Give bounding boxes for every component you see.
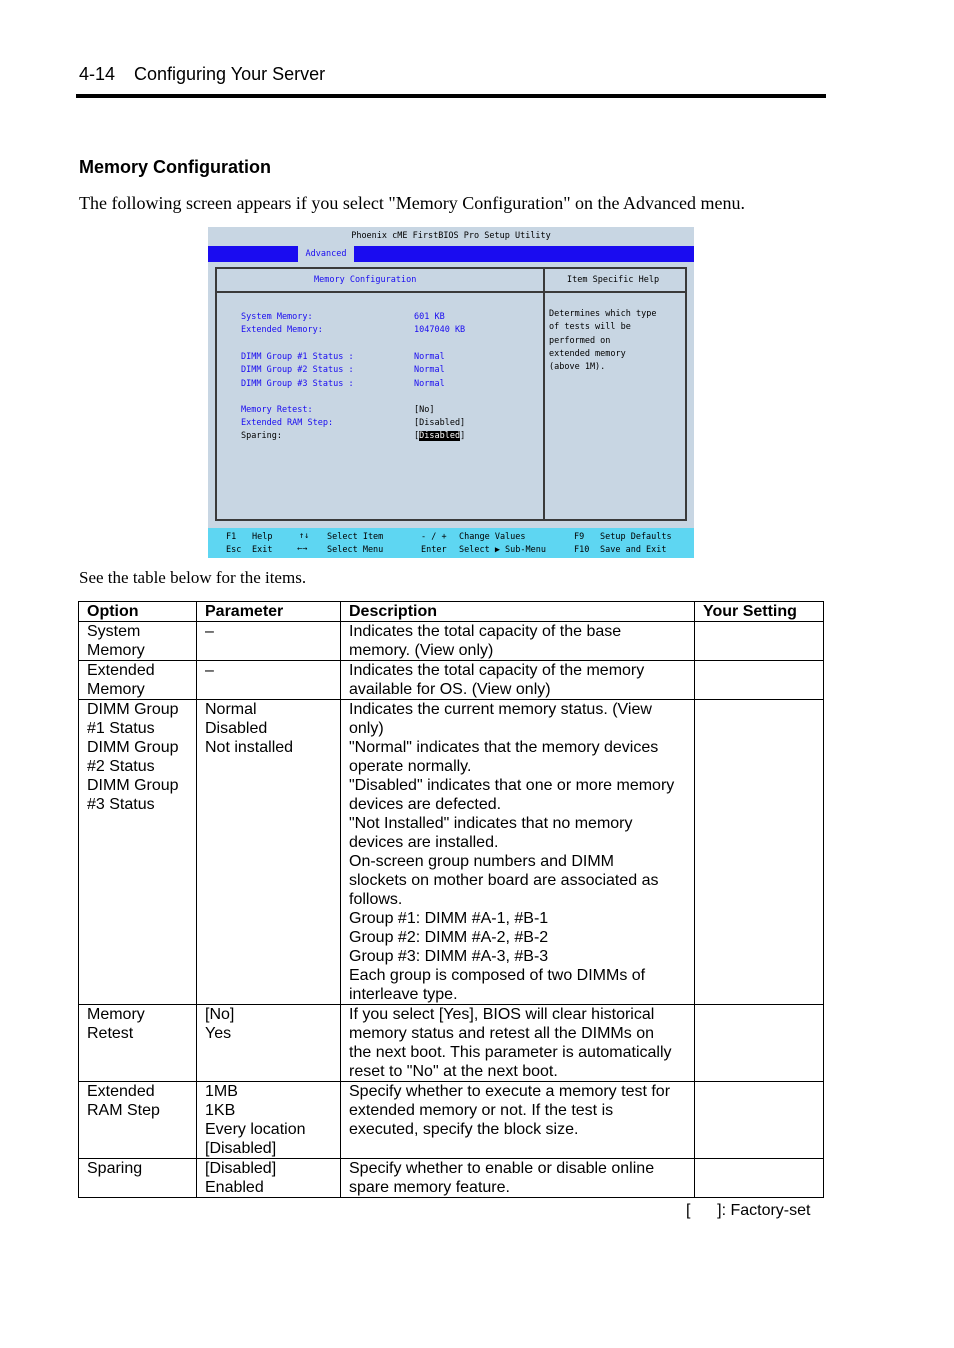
bios-help-title: Item Specific Help bbox=[567, 275, 660, 285]
cell-line: operate normally. bbox=[349, 758, 472, 775]
cell-line: Group #1: DIMM #A-1, #B-1 bbox=[349, 910, 549, 927]
left-right-arrow-icon: ←→ bbox=[297, 544, 308, 554]
table-cell-option bbox=[79, 622, 197, 661]
table-cell-description bbox=[341, 1159, 695, 1198]
table-row bbox=[79, 700, 824, 1005]
table-row bbox=[79, 1082, 824, 1159]
table-cell-your-setting bbox=[695, 661, 824, 700]
cell-line: Indicates the total capacity of the base bbox=[349, 623, 622, 640]
cell-line: "Normal" indicates that the memory devices bbox=[349, 739, 659, 756]
table-cell-parameter bbox=[197, 661, 341, 700]
bracket-open: [ bbox=[414, 431, 420, 441]
cell-line: DIMM Group bbox=[87, 701, 179, 718]
cell-line: Indicates the total capacity of the memory bbox=[349, 662, 645, 679]
cell-line: Enabled bbox=[205, 1179, 264, 1196]
table-cell-parameter bbox=[197, 1082, 341, 1159]
table-cell-description bbox=[341, 1082, 695, 1159]
table-cell-your-setting bbox=[695, 700, 824, 1005]
cell-line: Group #3: DIMM #A-3, #B-3 bbox=[349, 948, 549, 965]
bios-item-value[interactable]: [No] bbox=[414, 405, 435, 415]
cell-line: – bbox=[205, 623, 214, 640]
bios-item-dimm-group-1 bbox=[241, 352, 445, 362]
cell-line: "Not Installed" indicates that no memory bbox=[349, 815, 633, 832]
bios-item-label: Memory Retest: bbox=[241, 405, 313, 415]
cell-line: DIMM Group bbox=[87, 739, 179, 756]
cell-line: 1KB bbox=[205, 1102, 236, 1119]
table-cell-parameter bbox=[197, 1005, 341, 1082]
table-row bbox=[79, 1005, 824, 1082]
table-cell-option bbox=[79, 1159, 197, 1198]
cell-line: devices are defected. bbox=[349, 796, 502, 813]
chapter-title: Configuring Your Server bbox=[134, 64, 326, 84]
column-header-description: Description bbox=[341, 602, 695, 622]
key-setup-defaults-label: Setup Defaults bbox=[600, 532, 672, 542]
key-esc: Esc bbox=[226, 545, 242, 555]
cell-line: [Disabled] bbox=[205, 1160, 277, 1177]
bios-item-sparing[interactable] bbox=[241, 431, 466, 441]
bios-item-label: Extended Memory: bbox=[241, 325, 323, 335]
cell-line: Not installed bbox=[205, 739, 294, 756]
cell-line: If you select [Yes], BIOS will clear historical bbox=[349, 1006, 655, 1023]
table-cell-your-setting bbox=[695, 1005, 824, 1082]
cell-line: available for OS. (View only) bbox=[349, 681, 551, 698]
cell-line: Memory bbox=[87, 681, 145, 698]
bios-item-value: 601 KB bbox=[414, 312, 445, 322]
cell-line: Yes bbox=[205, 1025, 232, 1042]
bios-item-value[interactable] bbox=[414, 431, 465, 441]
cell-line: Each group is composed of two DIMMs of bbox=[349, 967, 646, 984]
key-select-menu-label: Select Menu bbox=[327, 545, 384, 555]
cell-line: [Disabled] bbox=[205, 1140, 277, 1157]
section-title: Memory Configuration bbox=[79, 157, 271, 177]
cell-line: #3 Status bbox=[87, 796, 155, 813]
cell-line: follows. bbox=[349, 891, 403, 908]
table-cell-option bbox=[79, 1005, 197, 1082]
table-cell-description bbox=[341, 1005, 695, 1082]
cell-line: Indicates the current memory status. (View bbox=[349, 701, 652, 718]
bios-item-extended-memory bbox=[241, 325, 466, 335]
bios-item-value: Normal bbox=[414, 379, 445, 389]
key-enter: Enter bbox=[421, 545, 447, 555]
up-down-arrow-icon: ↑↓ bbox=[299, 531, 310, 541]
table-cell-parameter bbox=[197, 700, 341, 1005]
cell-line: memory status and retest all the DIMMs on bbox=[349, 1025, 654, 1042]
cell-line: the next boot. This parameter is automatically bbox=[349, 1044, 672, 1061]
bios-panel-divider bbox=[543, 269, 545, 519]
cell-line: System bbox=[87, 623, 141, 640]
table-cell-your-setting bbox=[695, 1082, 824, 1159]
table-cell-description bbox=[341, 700, 695, 1005]
cell-line: executed, specify the block size. bbox=[349, 1121, 579, 1138]
bios-item-dimm-group-3 bbox=[241, 379, 445, 389]
cell-line: Group #2: DIMM #A-2, #B-2 bbox=[349, 929, 549, 946]
bios-item-value: 1047040 KB bbox=[414, 325, 466, 335]
cell-line: Memory bbox=[87, 642, 145, 659]
bios-item-label: Extended RAM Step: bbox=[241, 418, 334, 428]
footnote-factory-set: [ ]: Factory-set bbox=[686, 1202, 811, 1219]
bios-item-value: Normal bbox=[414, 365, 445, 375]
cell-line: slockets on mother board are associated as bbox=[349, 872, 659, 889]
cell-line: devices are installed. bbox=[349, 834, 499, 851]
cell-line: [No] bbox=[205, 1006, 235, 1023]
cell-line: Every location bbox=[205, 1121, 306, 1138]
table-cell-parameter bbox=[197, 1159, 341, 1198]
key-save-and-exit-label: Save and Exit bbox=[600, 545, 667, 555]
cell-line: Specify whether to execute a memory test for bbox=[349, 1083, 671, 1100]
bios-key-legend bbox=[208, 528, 694, 558]
table-cell-option bbox=[79, 661, 197, 700]
cell-line: Specify whether to enable or disable online bbox=[349, 1160, 655, 1177]
cell-line: On-screen group numbers and DIMM bbox=[349, 853, 614, 870]
bios-menu-bar bbox=[208, 246, 694, 262]
header-rule bbox=[76, 94, 826, 98]
cell-line: memory. (View only) bbox=[349, 642, 494, 659]
table-cell-your-setting bbox=[695, 622, 824, 661]
page-header bbox=[79, 64, 325, 85]
table-cell-description bbox=[341, 622, 695, 661]
cell-line: spare memory feature. bbox=[349, 1179, 510, 1196]
key-f1: F1 bbox=[226, 532, 237, 542]
see-table-text: See the table below for the items. bbox=[79, 568, 307, 587]
cell-line: Extended bbox=[87, 662, 155, 679]
bios-panel-title: Memory Configuration bbox=[314, 275, 417, 285]
bios-item-label: Sparing: bbox=[241, 431, 282, 441]
table-cell-parameter bbox=[197, 622, 341, 661]
key-exit-label: Exit bbox=[252, 545, 273, 555]
cell-line: reset to "No" at the next boot. bbox=[349, 1063, 558, 1080]
bios-item-label: System Memory: bbox=[241, 312, 313, 322]
bios-item-value: Normal bbox=[414, 352, 445, 362]
cell-line: Extended bbox=[87, 1083, 155, 1100]
cell-line: 1MB bbox=[205, 1083, 238, 1100]
table-row bbox=[79, 661, 824, 700]
cell-line: interleave type. bbox=[349, 986, 458, 1003]
bios-item-memory-retest[interactable] bbox=[241, 405, 435, 415]
key-minus-plus: - / + bbox=[421, 532, 447, 542]
bios-item-label: DIMM Group #2 Status : bbox=[241, 365, 354, 375]
bracket-close: ] bbox=[460, 431, 466, 441]
table-header-row bbox=[79, 602, 824, 622]
bios-item-dimm-group-2 bbox=[241, 365, 445, 375]
cell-line: "Disabled" indicates that one or more memory bbox=[349, 777, 675, 794]
cell-line: #1 Status bbox=[87, 720, 155, 737]
intro-text: The following screen appears if you select "Memory Configuration" on the Advanced menu. bbox=[79, 193, 746, 213]
page-number: 4-14 bbox=[79, 64, 116, 84]
selected-value[interactable]: Disabled bbox=[419, 431, 461, 441]
bios-item-extended-ram-step[interactable] bbox=[241, 418, 466, 428]
column-header-your-setting: Your Setting bbox=[695, 602, 824, 622]
cell-line: RAM Step bbox=[87, 1102, 160, 1119]
table-cell-description bbox=[341, 661, 695, 700]
key-select-item-label: Select Item bbox=[327, 532, 384, 542]
cell-line: only) bbox=[349, 720, 384, 737]
bios-item-label: DIMM Group #1 Status : bbox=[241, 352, 354, 362]
key-select-submenu-label: Select ▶ Sub-Menu bbox=[459, 545, 546, 555]
cell-line: Normal bbox=[205, 701, 257, 718]
cell-line: extended memory or not. If the test is bbox=[349, 1102, 614, 1119]
cell-line: – bbox=[205, 662, 214, 679]
bios-item-label: DIMM Group #3 Status : bbox=[241, 379, 354, 389]
bios-title: Phoenix cME FirstBIOS Pro Setup Utility bbox=[208, 227, 694, 246]
bios-menu-advanced[interactable]: Advanced bbox=[298, 246, 354, 262]
bios-header-divider bbox=[217, 291, 685, 293]
cell-line: DIMM Group bbox=[87, 777, 179, 794]
cell-line: #2 Status bbox=[87, 758, 155, 775]
column-header-parameter: Parameter bbox=[197, 602, 341, 622]
cell-line: Retest bbox=[87, 1025, 134, 1042]
bios-help-text: Determines which type of tests will be performed on extended memory (above 1M). bbox=[549, 309, 657, 373]
options-table bbox=[78, 601, 824, 1198]
cell-line: Disabled bbox=[205, 720, 268, 737]
cell-line: Sparing bbox=[87, 1160, 143, 1177]
bios-screenshot bbox=[208, 227, 694, 558]
table-cell-your-setting bbox=[695, 1159, 824, 1198]
column-header-option: Option bbox=[79, 602, 197, 622]
key-change-values-label: Change Values bbox=[459, 532, 526, 542]
table-cell-option bbox=[79, 1082, 197, 1159]
bios-item-system-memory bbox=[241, 312, 445, 322]
key-help-label: Help bbox=[252, 532, 273, 542]
bios-frame bbox=[215, 267, 687, 521]
key-f9: F9 bbox=[574, 532, 585, 542]
table-cell-option bbox=[79, 700, 197, 1005]
key-f10: F10 bbox=[574, 545, 590, 555]
bios-item-value[interactable]: [Disabled] bbox=[414, 418, 466, 428]
table-row bbox=[79, 622, 824, 661]
table-row bbox=[79, 1159, 824, 1198]
cell-line: Memory bbox=[87, 1006, 145, 1023]
table-body bbox=[79, 622, 824, 1198]
